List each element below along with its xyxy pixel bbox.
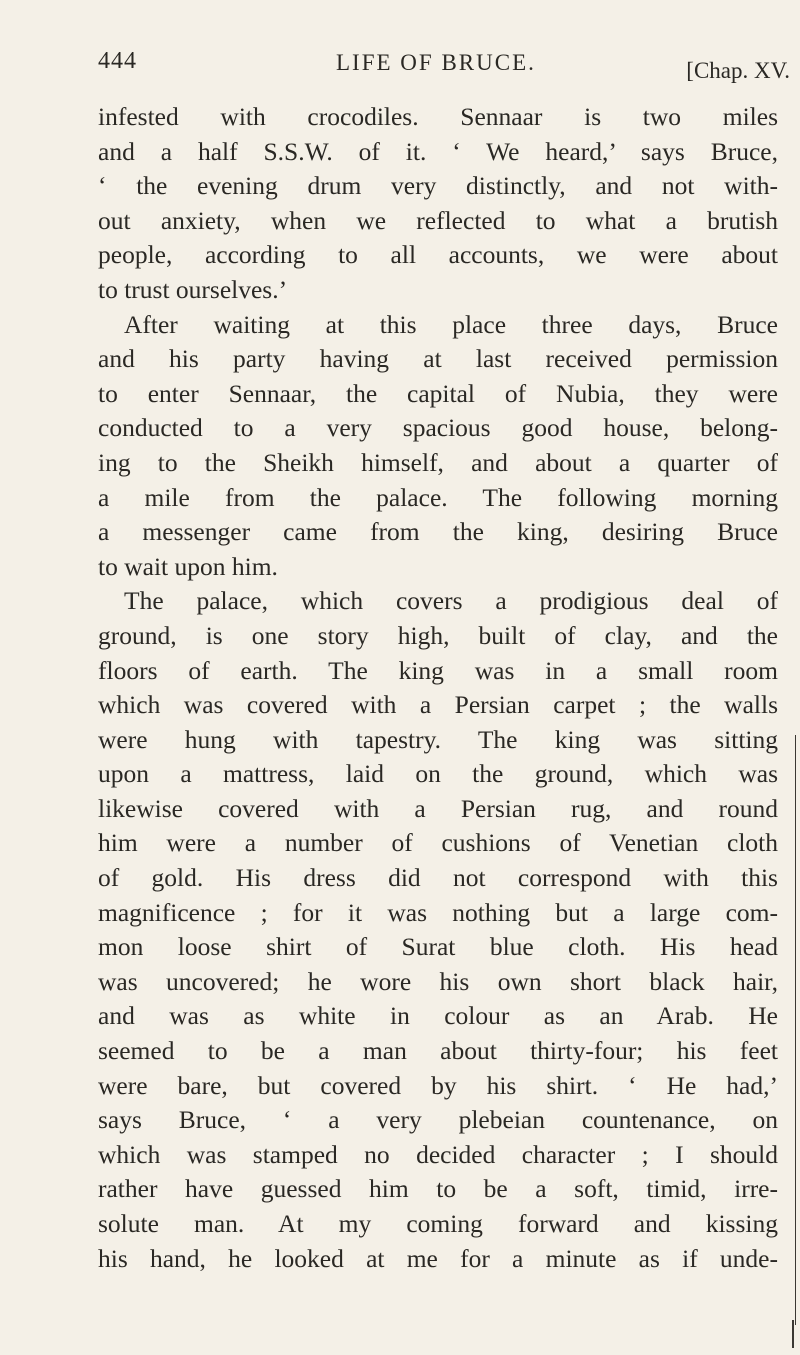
chapter-label: [Chap. XV. bbox=[686, 58, 790, 83]
text-line: and a half S.S.W. of it. ‘ We heard,’ says Bruce, bbox=[98, 136, 778, 166]
page-number: 444 bbox=[98, 48, 137, 74]
text-line: ground, is one story high, built of clay, and the bbox=[98, 620, 778, 650]
text-line: of gold. His dress did not correspond with this bbox=[98, 863, 778, 893]
text-line: and his party having at last received permission bbox=[98, 344, 778, 374]
page-header bbox=[98, 48, 790, 88]
text-line: to trust ourselves.’ bbox=[98, 274, 288, 304]
text-line: ‘ the evening drum very distinctly, and not with- bbox=[98, 171, 778, 201]
text-line: was uncovered; he wore his own short black hair, bbox=[98, 966, 778, 996]
page-edge-line bbox=[795, 735, 796, 1325]
text-line: his hand, he looked at me for a minute as if unde- bbox=[98, 1243, 778, 1273]
page-edge-line bbox=[792, 1320, 794, 1348]
text-line: infested with crocodiles. Sennaar is two miles bbox=[98, 102, 778, 131]
text-line: a messenger came from the king, desiring Bruce bbox=[98, 517, 778, 547]
text-line: were hung with tapestry. The king was sitting bbox=[98, 724, 778, 754]
text-line: ing to the Sheikh himself, and about a quarter of bbox=[98, 447, 778, 477]
text-line: likewise covered with a Persian rug, and round bbox=[98, 793, 778, 823]
text-line: to enter Sennaar, the capital of Nubia, they were bbox=[98, 378, 778, 408]
text-line: people, according to all accounts, we were about bbox=[98, 240, 778, 270]
text-line: which was covered with a Persian carpet ; the walls bbox=[98, 690, 778, 720]
text-line: out anxiety, when we reflected to what a brutish bbox=[98, 205, 778, 235]
text-line: upon a mattress, laid on the ground, which was bbox=[98, 759, 778, 789]
text-line: which was stamped no decided character ; I should bbox=[98, 1139, 778, 1169]
text-line: magnificence ; for it was nothing but a large com- bbox=[98, 897, 778, 927]
running-head: LIFE OF BRUCE. bbox=[336, 50, 536, 75]
text-line: says Bruce, ‘ a very plebeian countenance, on bbox=[98, 1105, 778, 1135]
text-line: to wait upon him. bbox=[98, 551, 278, 581]
text-line: a mile from the palace. The following morning bbox=[98, 482, 778, 512]
text-line: and was as white in colour as an Arab. He bbox=[98, 1001, 778, 1031]
text-line: mon loose shirt of Surat blue cloth. His head bbox=[98, 932, 778, 962]
text-line: rather have guessed him to be a soft, timid, irre- bbox=[98, 1174, 778, 1204]
text-line: solute man. At my coming forward and kissing bbox=[98, 1209, 778, 1238]
text-line: him were a number of cushions of Venetian cloth bbox=[98, 828, 778, 858]
text-line: conducted to a very spacious good house, belong- bbox=[98, 413, 778, 443]
paragraph-start-line: The palace, which covers a prodigious deal of bbox=[124, 586, 778, 616]
text-line: floors of earth. The king was in a small room bbox=[98, 655, 778, 685]
text-line: were bare, but covered by his shirt. ‘ He had,’ bbox=[98, 1070, 778, 1100]
text-line: seemed to be a man about thirty-four; his feet bbox=[98, 1036, 778, 1066]
body-text bbox=[98, 100, 778, 1276]
paragraph-start-line: After waiting at this place three days, Bruce bbox=[124, 309, 778, 339]
